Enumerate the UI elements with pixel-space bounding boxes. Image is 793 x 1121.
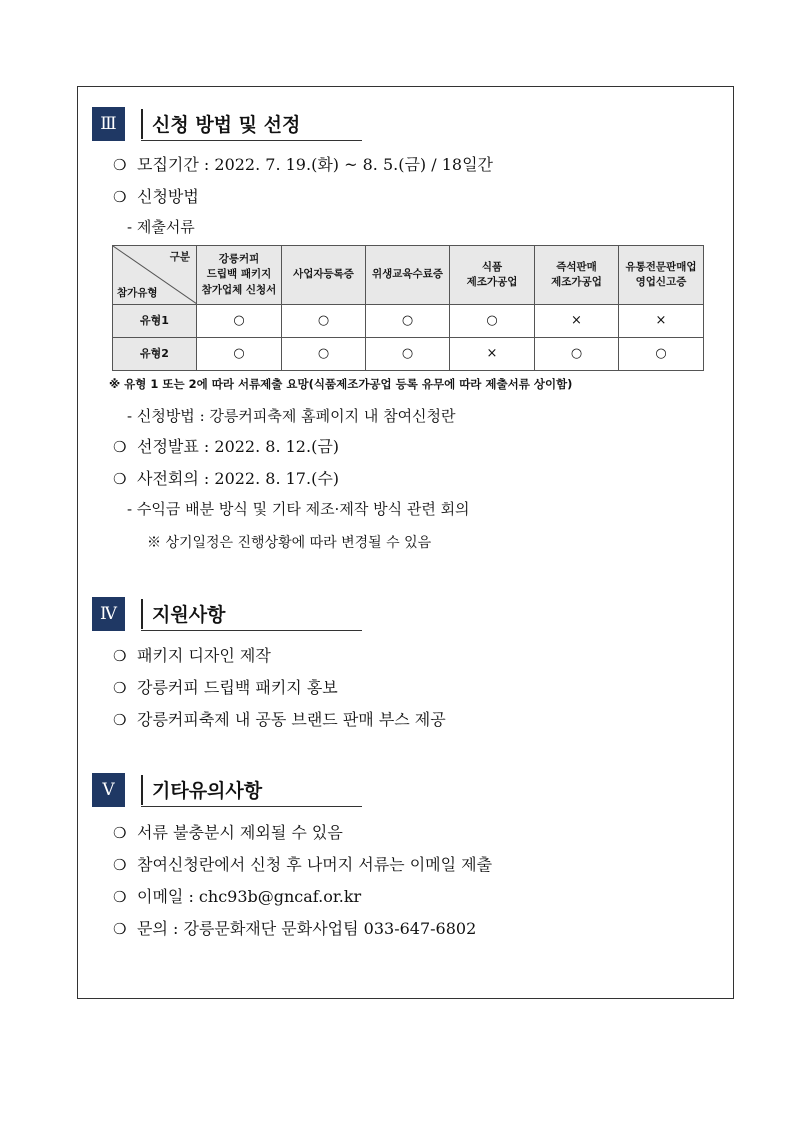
section-4-title: 지원사항 — [152, 604, 226, 626]
notice-item — [113, 852, 492, 875]
table-corner-cell — [113, 246, 197, 305]
corner-top-label: 구분 — [169, 251, 190, 263]
contact-text: 문의 : 강릉문화재단 문화사업팀 033-647-6802 — [137, 919, 477, 938]
announce-item — [113, 434, 339, 457]
table-header-row — [113, 246, 704, 305]
table-cell: ○ — [197, 338, 282, 371]
meeting-detail: - 수익금 배분 방식 및 기타 제조·제작 방식 관련 회의 — [127, 500, 470, 518]
section-divider — [141, 109, 143, 139]
table-note: ※ 유형 1 또는 2에 따라 서류제출 요망(식품제조가공업 등록 유무에 따라 제출서류 상이함) — [109, 377, 573, 391]
section-4-number: Ⅳ — [92, 597, 125, 631]
table-header-cell: 유통전문판매업 영업신고증 — [619, 246, 704, 305]
method-item — [113, 184, 199, 207]
bullet-icon: ❍ — [113, 856, 127, 874]
notice-text: 참여신청란에서 신청 후 나머지 서류는 이메일 제출 — [137, 855, 493, 874]
table-cell: ○ — [619, 338, 704, 371]
table-cell: ○ — [366, 338, 450, 371]
section-3-number: Ⅲ — [92, 107, 125, 141]
section-underline — [141, 140, 362, 141]
meeting-item — [113, 466, 339, 489]
section-underline — [141, 630, 362, 631]
apply-method: - 신청방법 : 강릉커피축제 홈페이지 내 참여신청란 — [127, 407, 456, 425]
notice-text: 서류 불충분시 제외될 수 있음 — [137, 823, 343, 842]
meeting-text: 사전회의 : 2022. 8. 17.(수) — [137, 469, 340, 488]
bullet-icon: ❍ — [113, 188, 127, 206]
bullet-icon: ❍ — [113, 920, 127, 938]
section-underline — [141, 806, 362, 807]
bullet-icon: ❍ — [113, 711, 127, 729]
table-cell: ○ — [282, 338, 366, 371]
support-text: 패키지 디자인 제작 — [137, 646, 271, 665]
row-label: 유형2 — [113, 338, 197, 371]
support-item — [113, 643, 271, 666]
table-cell: ○ — [197, 305, 282, 338]
bullet-icon: ❍ — [113, 888, 127, 906]
table-header-cell: 사업자등록증 — [282, 246, 366, 305]
method-text: 신청방법 — [137, 187, 199, 206]
table-cell: × — [535, 305, 619, 338]
contact-item — [113, 916, 476, 939]
table-header-cell: 강릉커피 드립백 패키지 참가업체 신청서 — [197, 246, 282, 305]
corner-bottom-label: 참가유형 — [117, 286, 158, 299]
table-cell: × — [450, 338, 535, 371]
documents-table — [112, 245, 704, 371]
docs-label: - 제출서류 — [127, 218, 195, 236]
support-text: 강릉커피 드립백 패키지 홍보 — [137, 678, 338, 697]
section-5-title: 기타유의사항 — [152, 780, 263, 802]
section-3-title: 신청 방법 및 선정 — [152, 114, 301, 136]
support-item — [113, 707, 446, 730]
schedule-note: ※ 상기일정은 진행상황에 따라 변경될 수 있음 — [147, 535, 432, 551]
support-text: 강릉커피축제 내 공동 브랜드 판매 부스 제공 — [137, 710, 446, 729]
email-text: 이메일 : chc93b@gncaf.or.kr — [137, 887, 362, 906]
table-row — [113, 305, 704, 338]
table-cell: ○ — [450, 305, 535, 338]
table-cell: ○ — [535, 338, 619, 371]
announce-text: 선정발표 : 2022. 8. 12.(금) — [137, 437, 340, 456]
table-cell: ○ — [366, 305, 450, 338]
section-divider — [141, 599, 143, 629]
table-header-cell: 위생교육수료증 — [366, 246, 450, 305]
email-item — [113, 884, 361, 907]
table-header-cell: 식품 제조가공업 — [450, 246, 535, 305]
table-cell: ○ — [282, 305, 366, 338]
bullet-icon: ❍ — [113, 679, 127, 697]
bullet-icon: ❍ — [113, 647, 127, 665]
bullet-icon: ❍ — [113, 470, 127, 488]
bullet-icon: ❍ — [113, 438, 127, 456]
row-label: 유형1 — [113, 305, 197, 338]
bullet-icon: ❍ — [113, 824, 127, 842]
period-item — [113, 152, 493, 175]
section-divider — [141, 775, 143, 805]
table-header-cell: 즉석판매 제조가공업 — [535, 246, 619, 305]
period-text: 모집기간 : 2022. 7. 19.(화) ~ 8. 5.(금) / 18일간 — [137, 155, 493, 174]
section-5-number: Ⅴ — [92, 773, 125, 807]
notice-item — [113, 820, 343, 843]
bullet-icon: ❍ — [113, 156, 127, 174]
table-row — [113, 338, 704, 371]
support-item — [113, 675, 338, 698]
table-cell: × — [619, 305, 704, 338]
